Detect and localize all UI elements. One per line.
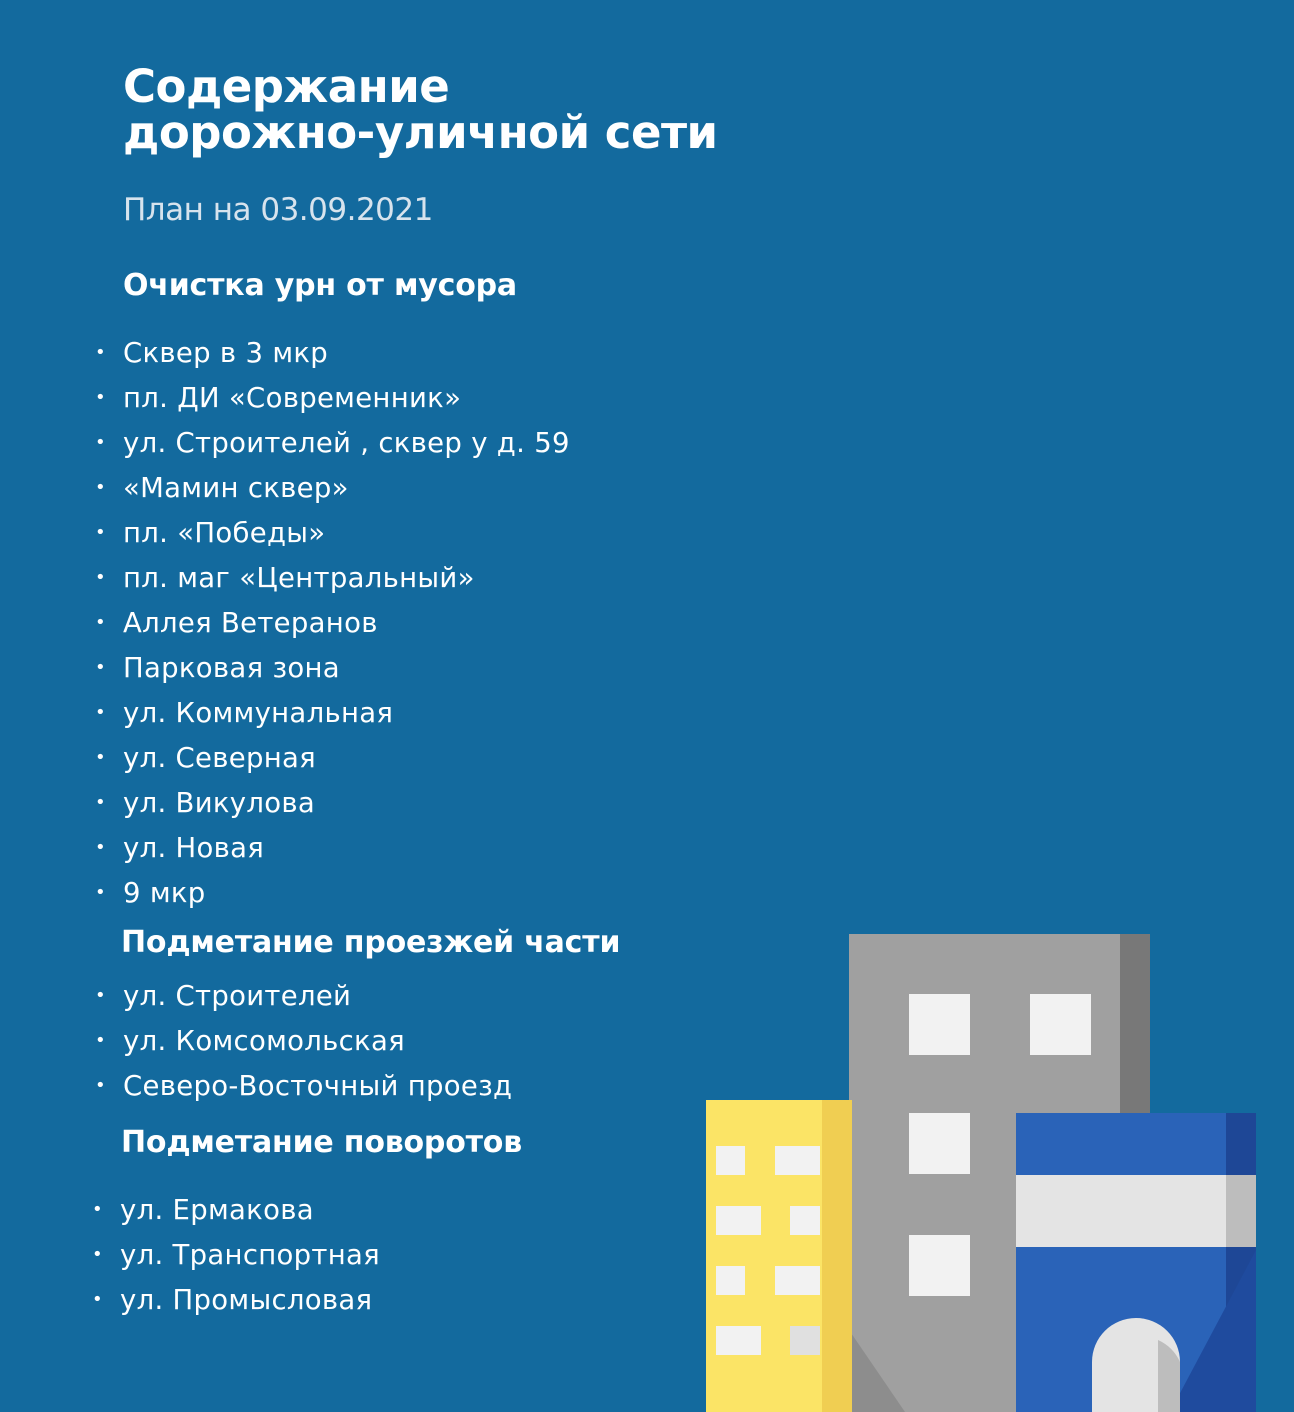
bullet-icon: • — [92, 1244, 103, 1265]
list-item — [95, 828, 570, 873]
page-title-line-2: дорожно-уличной сети — [123, 106, 718, 159]
list-item-text: Северо-Восточный проезд — [123, 1070, 513, 1102]
bullet-icon: • — [95, 985, 106, 1006]
list-item-text: пл. ДИ «Современник» — [123, 382, 462, 414]
list-item — [95, 1021, 512, 1066]
list-item — [92, 1280, 380, 1325]
list-item-text: ул. Комсомольская — [123, 1025, 405, 1057]
list-item — [95, 603, 570, 648]
list-item — [92, 1235, 380, 1280]
bullet-icon: • — [95, 837, 106, 858]
bullet-icon: • — [95, 522, 106, 543]
list-item-text: ул. Коммунальная — [123, 697, 394, 729]
blue-building — [1016, 1113, 1256, 1412]
list-item-text: пл. «Победы» — [123, 517, 326, 549]
list-item-text: ул. Транспортная — [120, 1239, 380, 1271]
bullet-icon: • — [95, 342, 106, 363]
list-item-text: Парковая зона — [123, 652, 340, 684]
bullet-icon: • — [95, 567, 106, 588]
list-item-text: ул. Северная — [123, 742, 317, 774]
list-item-text: ул. Новая — [123, 832, 265, 864]
list-item-text: пл. маг «Центральный» — [123, 562, 475, 594]
bullet-icon: • — [95, 1030, 106, 1051]
bullet-icon: • — [95, 432, 106, 453]
list-item-text: «Мамин сквер» — [123, 472, 349, 504]
turns-sweeping-list — [92, 1190, 380, 1325]
list-item-text: Сквер в 3 мкр — [123, 337, 329, 369]
list-item — [95, 738, 570, 783]
list-item — [95, 693, 570, 738]
yellow-building — [706, 1100, 852, 1412]
list-item — [95, 976, 512, 1021]
list-item — [95, 378, 570, 423]
list-item-text: ул. Викулова — [123, 787, 316, 819]
list-item — [95, 468, 570, 513]
bullet-icon: • — [95, 882, 106, 903]
bullet-icon: • — [95, 1075, 106, 1096]
list-item-text: 9 мкр — [123, 877, 206, 909]
list-item — [95, 558, 570, 603]
bullet-icon: • — [95, 747, 106, 768]
list-item — [95, 783, 570, 828]
list-item — [95, 513, 570, 558]
bullet-icon: • — [95, 792, 106, 813]
list-item-text: ул. Строителей , сквер у д. 59 — [123, 427, 570, 459]
page-title — [123, 60, 1023, 159]
list-item-text: ул. Ермакова — [120, 1194, 314, 1226]
list-item — [92, 1190, 380, 1235]
bullet-icon: • — [95, 612, 106, 633]
list-item — [95, 1066, 513, 1111]
bullet-icon: • — [95, 387, 106, 408]
list-item — [95, 333, 570, 378]
bullet-icon: • — [92, 1289, 103, 1310]
bullet-icon: • — [95, 702, 106, 723]
bullet-icon: • — [95, 657, 106, 678]
buildings-illustration — [700, 930, 1260, 1412]
list-item-text: Аллея Ветеранов — [123, 607, 378, 639]
section-heading-roadway: Подметание проезжей части — [121, 925, 621, 960]
bins-cleaning-list — [95, 333, 570, 918]
section-heading-turns: Подметание поворотов — [121, 1125, 522, 1160]
list-item — [95, 648, 570, 693]
list-item — [95, 423, 570, 468]
list-item-text: ул. Промысловая — [120, 1284, 373, 1316]
list-item-text: ул. Строителей — [123, 980, 352, 1012]
page-title-line-1: Содержание — [123, 60, 450, 113]
bullet-icon: • — [92, 1199, 103, 1220]
bullet-icon: • — [95, 477, 106, 498]
plan-date-subtitle: План на 03.09.2021 — [123, 192, 433, 228]
list-item — [95, 873, 570, 918]
section-heading-bins: Очистка урн от мусора — [123, 268, 517, 303]
roadway-sweeping-list — [95, 976, 513, 1111]
